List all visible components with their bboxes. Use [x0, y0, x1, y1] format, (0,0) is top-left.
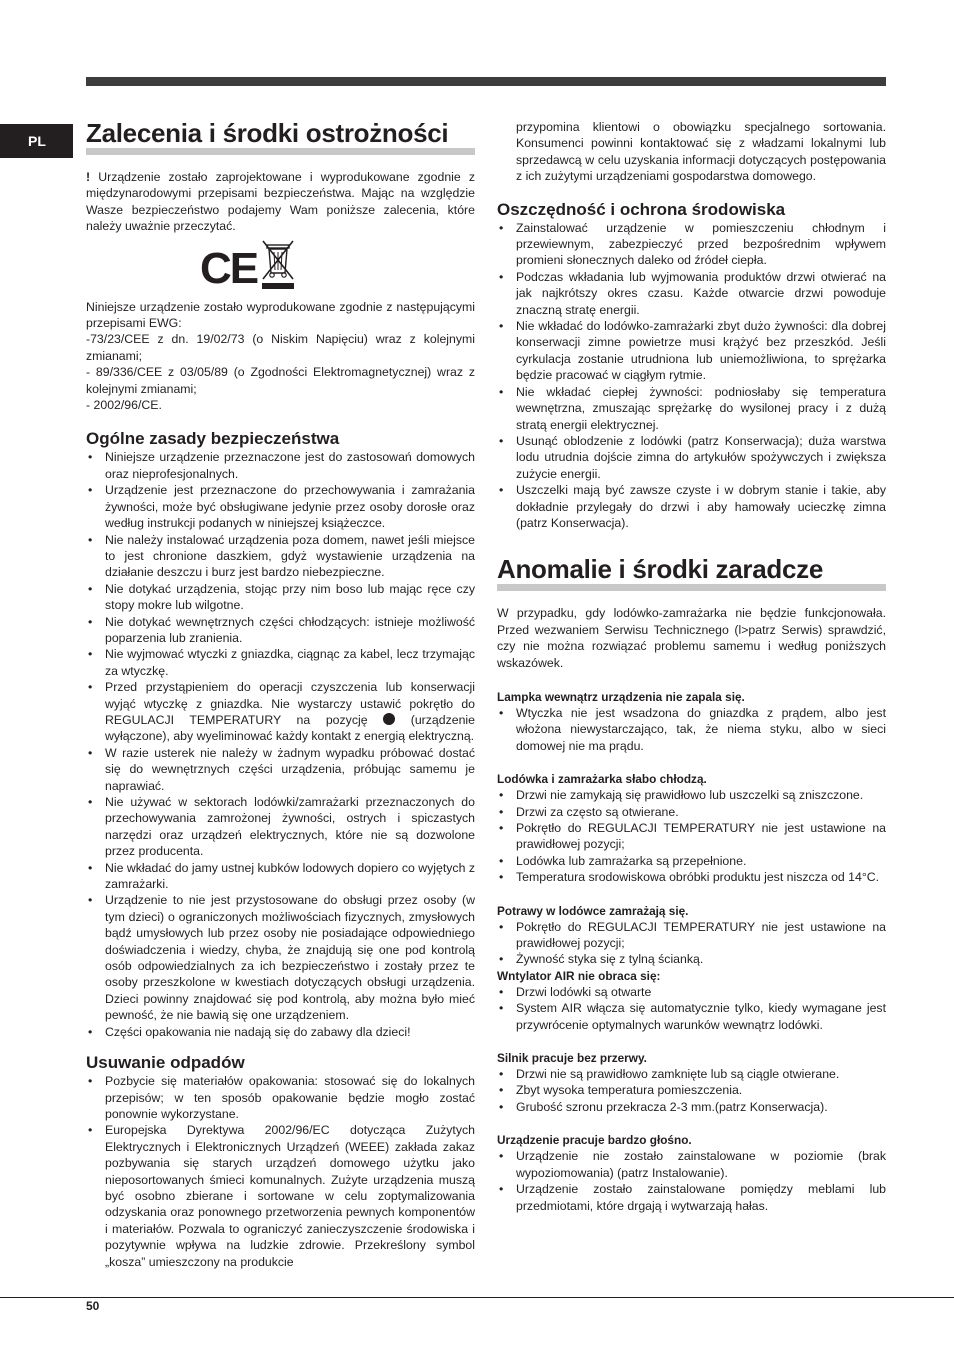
general-safety-heading: Ogólne zasady bezpieczeństwa — [86, 429, 340, 449]
compliance-line: -73/23/CEE z dn. 19/02/73 (o Niskim Napięciu) wraz z kolejnymi zmianami; — [86, 332, 475, 363]
compliance-line: - 2002/96/CE. — [86, 398, 162, 413]
list-item: • Europejska Dyrektywa 2002/96/EC dotycząca Zużytych Elektrycznych i Elektronicznych Urządzeń (WEEE) zakłada zakaz pozbywania się starych urządzeń domowego użytku jako nieposortowanych śmieci komunalnych. Zużyte urządzenia muszą być osobno zbierane i sortowane w celu zoptymalizowania odzyskania oraz ponownego przetworzenia pewnych komponentów i materiałów. Pozwala to ograniczyć zanieczyszczenie środowiska i pozytywnie wpływa na ludzkie zdrowie. Przekreślony symbol „kosza” umieszczony na produkcie — [86, 1122, 475, 1270]
list-item: • Zainstalować urządzenie w pomieszczeniu chłodnym i przewiewnym, zabezpieczyć przed bezpośrednim wpływem promieni słonecznych daleko od źródeł ciepła. — [497, 220, 886, 269]
list-item: • Nie wkładać ciepłej żywności: podniosłaby się temperatura wewnętrzna, zmuszając sprężarkę do wysilonej pracy i z dużą stratą energii elektrycznej. — [497, 384, 886, 433]
list-item: • Temperatura srodowiskowa obróbki produktu jest niszcza od 14°C. — [497, 869, 886, 885]
certification-logos — [86, 235, 475, 291]
list-item: • Podczas wkładania lub wyjmowania produktów drzwi otwierać na jak najkrótszy okres czasu. Każde otwarcie drzwi powoduje znaczną stratę energii. — [497, 269, 886, 318]
list-item: • Części opakowania nie nadają się do zabawy dla dzieci! — [86, 1024, 475, 1040]
list-item: • System AIR włącza się automatycznie tylko, kiedy wymagane jest przywrócenie optymalnych warunków wewnątrz lodówki. — [497, 1000, 886, 1033]
list-item: • Wtyczka nie jest wsadzona do gniazdka z prądem, albo jest włożona niewystarczająco, tak, że niema styku, albo w sieci domowej nie ma prądu. — [497, 705, 886, 754]
list-item: • Pozbycie się materiałów opakowania: stosować się do lokalnych przepisów; w ten sposób opakowanie będzie mogło zostać ponownie wykorzystane. — [86, 1073, 475, 1122]
right-column — [497, 119, 886, 1214]
eco-list — [497, 220, 886, 532]
compliance-block — [86, 299, 475, 414]
top-rule — [86, 77, 886, 86]
compliance-line: Niniejsze urządzenie zostało wyprodukowane zgodnie z następującymi przepisami EWG: — [86, 299, 475, 331]
fan-problem-heading: Wntylator AIR nie obraca się: — [497, 968, 661, 983]
list-item: • Urządzenie zostało zainstalowane pomiędzy meblami lub przedmiotami, które drgają i wytwarzają hałas. — [497, 1181, 886, 1214]
lamp-problem-heading: Lampka wewnątrz urządzenia nie zapala się. — [497, 689, 745, 704]
motor-problem-heading: Silnik pracuje bez przerwy. — [497, 1051, 647, 1066]
ce-mark-icon: CE — [200, 243, 258, 293]
list-item: • Drzwi nie są prawidłowo zamknięte lub są ciągle otwierane. — [497, 1066, 886, 1082]
disposal-heading: Usuwanie odpadów — [86, 1053, 245, 1073]
fan-list — [497, 984, 886, 1033]
list-item: • Uszczelki mają być zawsze czyste i w dobrym stanie i takie, aby dokładnie przylegały do drzwi i aby hamowały ucieczkę zimna (patrz Konserwacja). — [497, 482, 886, 531]
list-item: • Nie dotykać wewnętrznych części chłodzących: istnieje możliwość poparzenia lub zranienia. — [86, 614, 475, 647]
cooling-problem-heading: Lodówka i zamrażarka słabo chłodzą. — [497, 772, 707, 787]
troubleshooting-intro: W przypadku, gdy lodówko-zamrażarka nie będzie funkcjonowała. Przed wezwaniem Serwisu Technicznego (l>patrz Serwis) sprawdzić, czy nie można rozwiązać problemu samemu i według poniższych wskazówek. — [497, 606, 886, 670]
general-safety-list — [86, 449, 475, 1040]
list-item: • Zbyt wysoka temperatura pomieszczenia. — [497, 1082, 886, 1098]
troubleshooting-title: Anomalie i środki zaradcze — [497, 554, 886, 591]
freezing-list — [497, 919, 886, 968]
safety-intro: ! Urządzenie zostało zaprojektowane i wyprodukowane zgodnie z międzynarodowymi przepisami bezpieczeństwa. Mając na względzie Wasze bezpieczeństwo podajemy Wam poniższe zalecenia, które należy uważnie przeczytać. — [86, 170, 475, 234]
noise-list — [497, 1148, 886, 1214]
list-item: • Pokrętło do REGULACJI TEMPERATURY nie jest ustawione na prawidłowej pozycji; — [497, 919, 886, 952]
list-item: • Lodówka lub zamrażarka są przepełnione. — [497, 853, 886, 869]
list-item: • Drzwi za często są otwierane. — [497, 804, 886, 820]
page-number: 50 — [86, 1299, 100, 1313]
list-item: • Nie używać w sektorach lodówki/zamrażarki przeznaczonych do przechowywania zamrożonej żywności, ostrych i spiczastych narzędzi oraz urządzeń elektrycznych, które nie są dozwolone przez producenta. — [86, 794, 475, 860]
list-item: • Grubość szronu przekracza 2-3 mm.(patrz Konserwacja). — [497, 1099, 886, 1115]
language-tab: PL — [0, 124, 73, 158]
list-item: • Nie wkładać do lodówko-zamrażarki zbyt dużo żywności: dla dobrej konserwacji zimne powietrze musi krążyć bez przeszkód. Jeśli cyrkulacja zostanie utrudniona lub uniemożliwiona, to sprężarka będzie pracować w ciągłym rytmie. — [497, 318, 886, 384]
list-item: • Drzwi nie zamykają się prawidłowo lub uszczelki są zniszczone. — [497, 787, 886, 803]
freezing-problem-heading: Potrawy w lodówce zamrażają się. — [497, 903, 689, 918]
weee-crossed-bin-icon — [258, 237, 298, 291]
disposal-list — [86, 1073, 475, 1270]
list-item: • Nie dotykać urządzenia, stojąc przy nim boso lub mając ręce czy stopy mokre lub wilgotne. — [86, 581, 475, 614]
left-column — [86, 118, 475, 1270]
list-item: • Pokrętło do REGULACJI TEMPERATURY nie jest ustawione na prawidłowej pozycji; — [497, 820, 886, 853]
noise-problem-heading: Urządzenie pracuje bardzo głośno. — [497, 1133, 692, 1148]
disposal-continuation: przypomina klientowi o obowiązku specjalnego sortowania. Konsumenci powinni kontaktować się z władzami lokalnymi lub sprzedawcą w celu uzyskania informacji dotyczących postępowania z ich zużytymi urządzeniami gospodarstwa domowego. — [516, 120, 886, 184]
warning-mark: ! — [86, 170, 91, 184]
footer-rule — [0, 1297, 954, 1298]
list-item: • Nie wyjmować wtyczki z gniazdka, ciągnąc za kabel, lecz trzymając za wtyczkę. — [86, 646, 475, 679]
list-item: • Urządzenie to nie jest przystosowane do obsługi przez osoby (w tym dzieci) o ograniczonych możliwościach fizycznych, zmysłowych bądź umysłowych lub przez osoby nie posiadające odpowiedniego doświadczenia i wiedzy, chyba, że znajdują się one pod kontrolą osób odpowiedzialnych za ich bezpieczeństwo i zostały przez te osoby przeszkolone w kwestiach dotyczących obsługi urządzenia. Dzieci powinny znajdować się pod kontrolą, aby można było mieć pewność, że nie bawią się one urządzeniem. — [86, 892, 475, 1023]
list-item: • Urządzenie nie zostało zainstalowane w poziomie (brak wypoziomowania) (patrz Instalowanie). — [497, 1148, 886, 1181]
eco-heading: Oszczędność i ochrona środowiska — [497, 199, 786, 219]
list-item: • Nie należy instalować urządzenia poza domem, nawet jeśli miejsce to jest chronione daszkiem, gdyż wystawienie urządzenia na działanie deszczu i burz jest bardzo niebezpieczne. — [86, 532, 475, 581]
list-item: • Przed przystąpieniem do operacji czyszczenia lub konserwacji wyjąć wtyczkę z gniazdka. Nie wystarczy ustawić pokrętło do REGULACJI TEMPERATURY na pozycję (urządzenie wyłączone), aby wyeliminować każdy kontakt z energią elektryczną. — [86, 679, 475, 745]
cooling-list — [497, 787, 886, 885]
list-item: • Nie wkładać do jamy ustnej kubków lodowych dopiero co wyjętych z zamrażarki. — [86, 860, 475, 893]
compliance-line: - 89/336/CEE z 03/05/89 (o Zgodności Elektromagnetycznej) wraz z kolejnymi zmianami; — [86, 365, 475, 396]
list-item: • Usunąć oblodzenie z lodówki (patrz Konserwacja); duża warstwa lodu utrudnia dojście zimna do artykułów spożywczych i zwiększa zużycie energii. — [497, 433, 886, 482]
motor-list — [497, 1066, 886, 1115]
list-item: • Urządzenie jest przeznaczone do przechowywania i zamrażania żywności, może być obsługiwane jedynie przez osoby dorosłe oraz według instrukcji podanych w niniejszej książeczce. — [86, 482, 475, 531]
lamp-list — [497, 705, 886, 754]
list-item: • Żywność styka się z tylną ścianką. — [497, 951, 886, 967]
temperature-off-dot-icon — [383, 713, 395, 725]
safety-title: Zalecenia i środki ostrożności — [86, 118, 475, 155]
list-item: • W razie usterek nie należy w żadnym wypadku próbować dostać się do wewnętrznych części urządzenia, próbując samemu je naprawiać. — [86, 745, 475, 794]
list-item: • Drzwi lodówki są otwarte — [497, 984, 886, 1000]
list-item: • Niniejsze urządzenie przeznaczone jest do zastosowań domowych oraz nieprofesjonalnych. — [86, 449, 475, 482]
